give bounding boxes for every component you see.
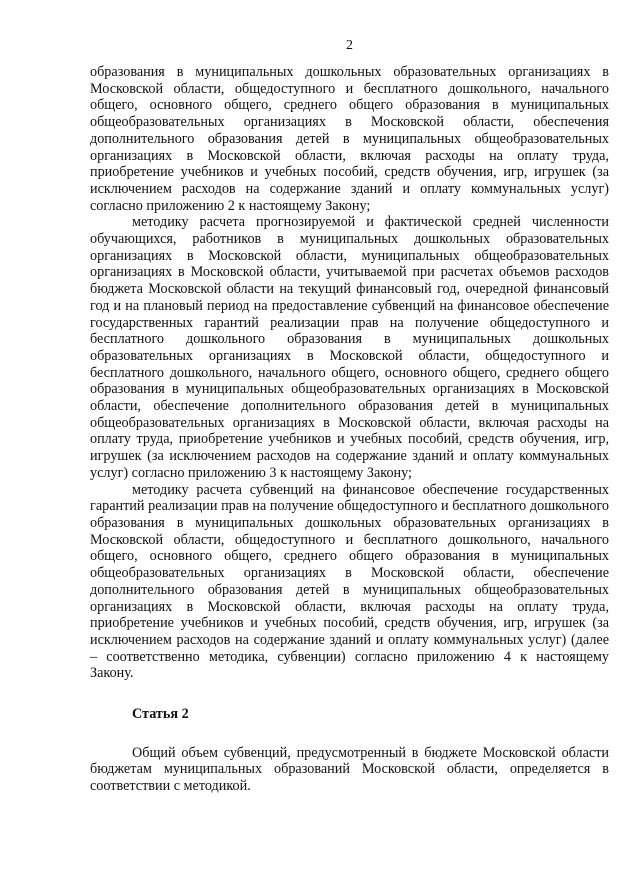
article-heading: Статья 2 [132, 706, 189, 723]
paragraph-methodology-subventions: методику расчета субвенций на финансовое обеспечение государственных гарантий реализации прав на получение общедоступного и бесплатного дошкольного образования в муниципальных дошкольных образовательных организациях в Московской области, общедоступного и бесплатного дошкольного, начального общего, основного общего, среднего общего образования в муниципальных общеобразовательных организациях в Московской области, обеспечение дополнительного образования детей в муниципальных общеобразовательных организациях в Московской области, включая расходы на оплату труда, приобретение учебников и учебных пособий, средств обучения, игр, игрушек (за исключением расходов на содержание зданий и оплату коммунальных услуг) (далее – соответственно методика, субвенции) согласно приложению 4 к настоящему Закону. [90, 481, 609, 682]
article-paragraph: Общий объем субвенций, предусмотренный в бюджете Московской области бюджетам муниципальных образований Московской области, определяется в соответствии с методикой. [90, 744, 609, 795]
paragraph-continuation: образования в муниципальных дошкольных образовательных организациях в Московской области, общедоступного и бесплатного дошкольного, начального общего, основного общего, среднего общего образования в муниципальных общеобразовательных организациях в Московской области, обеспечения дополнительного образования детей в муниципальных общеобразовательных организациях в Московской области, включая расходы на оплату труда, приобретение учебников и учебных пособий, средств обучения, игр, игрушек (за исключением расходов на содержание зданий и оплату коммунальных услуг) согласно приложению 2 к настоящему Закону; [90, 64, 609, 214]
page-number: 2 [346, 38, 353, 53]
paragraph-methodology-headcount: методику расчета прогнозируемой и фактической средней численности обучающихся, работников в муниципальных дошкольных образовательных организациях в Московской области, муниципальных общеобразовательных организациях в Московской области, учитываемой при расчетах объемов расходов бюджета Московской области на текущий финансовый год, очередной финансовый год и на плановый период на предоставление субвенций на финансовое обеспечение государственных гарантий реализации прав на получение общедоступного и бесплатного дошкольного образования в муниципальных дошкольных образовательных организациях в Московской области, общедоступного и бесплатного дошкольного, начального общего, основного общего, среднего общего образования в муниципальных общеобразовательных организациях в Московской области, обеспечение дополнительного образования детей в муниципальных общеобразовательных организациях в Московской области, включая расходы на оплату труда, приобретение учебников и учебных пособий, средств обучения, игр, игрушек (за исключением расходов на содержание зданий и оплату коммунальных услуг) согласно приложению 3 к настоящему Закону; [90, 214, 609, 481]
document-body [90, 64, 609, 795]
